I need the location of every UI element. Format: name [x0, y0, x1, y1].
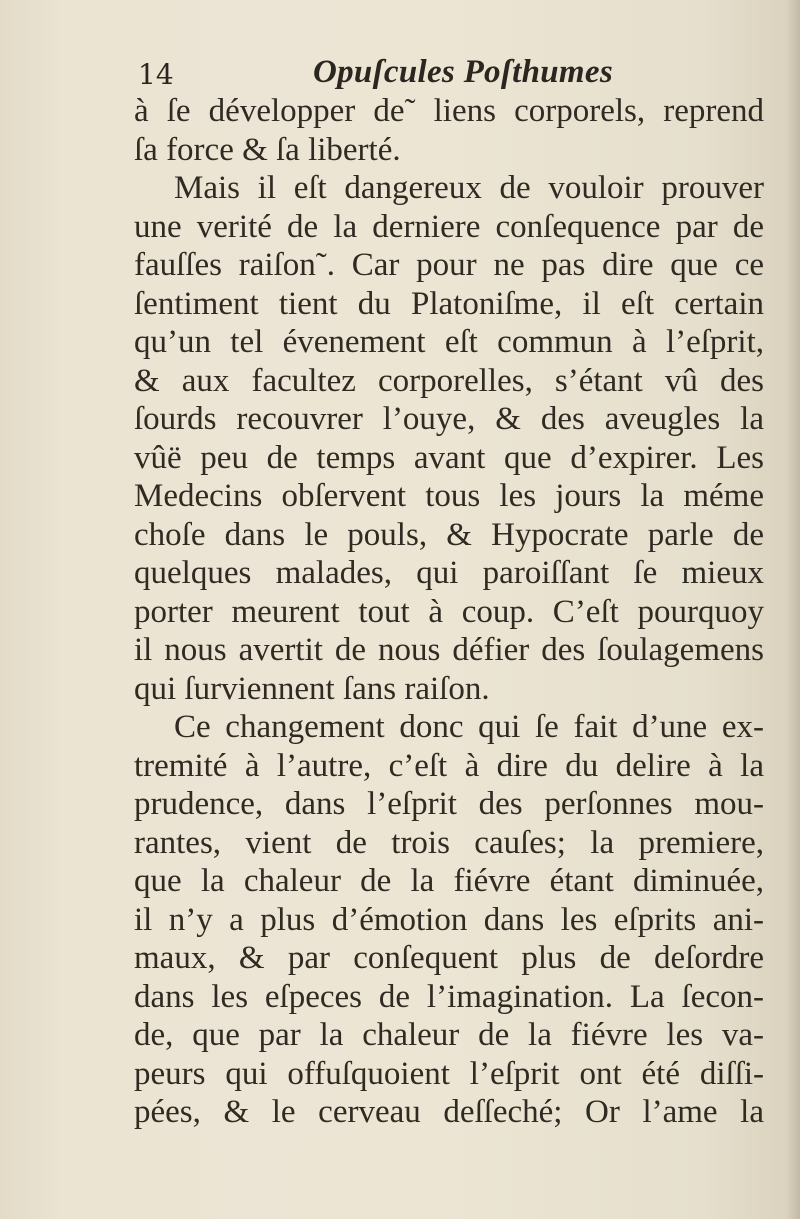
body-text	[134, 92, 764, 1132]
page-edge-shadow	[786, 0, 800, 1219]
text-line: à ſe développer de˜ liens corporels, reprend	[134, 93, 764, 129]
text-line: vûë peu de temps avant que d’expirer. Les	[134, 439, 764, 476]
text-line: peurs qui offuſquoient l’eſprit ont été diſſi-	[134, 1055, 764, 1092]
text-line: il nous avertit de nous défier des ſoulagemens	[134, 632, 764, 668]
text-line: Mais il eſt dangereux de vouloir prouver	[174, 170, 764, 206]
text-line: Ce changement donc qui ſe fait d’une ex-	[174, 709, 764, 745]
text-line: dans les eſpeces de l’imagination. La ſecon-	[134, 978, 764, 1015]
text-line: quelques malades, qui paroiſſant ſe mieux	[134, 555, 764, 591]
text-line: choſe dans le pouls, & Hypocrate parle de	[134, 516, 764, 553]
text-line: porter meurent tout à coup. C’eſt pourquoy	[134, 593, 764, 630]
text-line: ſa force & ſa liberté.	[134, 131, 401, 168]
page-number: 14	[138, 58, 174, 91]
text-line: & aux facultez corporelles, s’étant vû des	[134, 362, 764, 399]
text-line: de, que par la chaleur de la fiévre les va-	[134, 1017, 764, 1053]
text-line: tremité à l’autre, c’eſt à dire du delire à la	[134, 747, 764, 784]
text-line: fauſſes raiſon˜. Car pour ne pas dire que ce	[134, 247, 764, 283]
text-line: qui ſurviennent ſans raiſon.	[134, 670, 490, 707]
text-line: qu’un tel évenement eſt commun à l’eſprit,	[134, 324, 764, 360]
text-line: prudence, dans l’eſprit des perſonnes mou-	[134, 786, 764, 822]
text-line: ſourds recouvrer l’ouye, & des aveugles la	[134, 401, 764, 437]
text-line: une verité de la derniere conſequence par de	[134, 208, 764, 245]
text-line: Medecins obſervent tous les jours la méme	[134, 478, 764, 514]
text-line: ſentiment tient du Platoniſme, il eſt certain	[134, 285, 764, 322]
running-title: Opuſcules Poſthumes	[313, 54, 613, 90]
text-line: pées, & le cerveau deſſeché; Or l’ame la	[134, 1094, 764, 1130]
text-line: que la chaleur de la fiévre étant diminuée,	[134, 863, 764, 899]
text-line: rantes, vient de trois cauſes; la premiere,	[134, 824, 764, 861]
text-line: il n’y a plus d’émotion dans les eſprits ani-	[134, 901, 764, 938]
text-line: maux, & par conſequent plus de deſordre	[134, 940, 764, 976]
